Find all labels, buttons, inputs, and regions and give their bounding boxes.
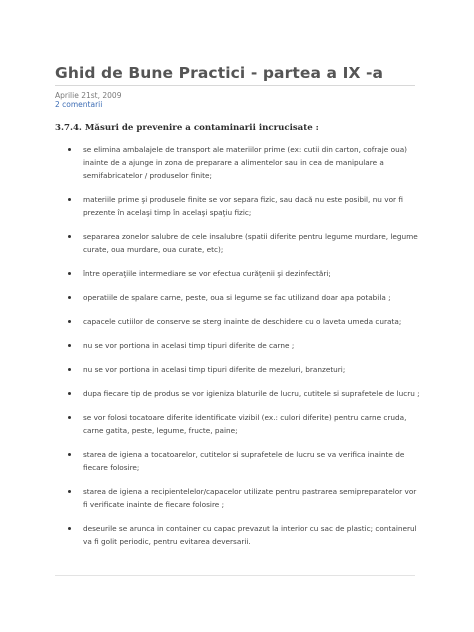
post-date: Aprilie 21st, 2009 <box>55 91 122 100</box>
list-item <box>55 230 420 256</box>
list-item <box>55 291 420 304</box>
comments-link[interactable]: 2 comentarii <box>55 100 103 109</box>
list-item <box>55 315 420 328</box>
bullet-icon <box>68 392 71 395</box>
list-item <box>55 193 420 219</box>
title-divider <box>55 85 415 86</box>
list-item <box>55 363 420 376</box>
list-item-text: capacele cutiilor de conserve se sterg inainte de deschidere cu o laveta umeda curata; <box>83 317 402 326</box>
list-item <box>55 411 420 437</box>
bullet-icon <box>68 527 71 530</box>
bullet-icon <box>68 453 71 456</box>
list-item <box>55 143 420 182</box>
bullet-icon <box>68 368 71 371</box>
list-item-text: materiile prime şi produsele finite se vor separa fizic, sau dacă nu este posibil, nu vor fi prezente în acelaşi timp în acelaşi spaţiu fizic; <box>83 195 403 217</box>
bullet-icon <box>68 198 71 201</box>
bullet-icon <box>68 148 71 151</box>
list-item-text: nu se vor portiona in acelasi timp tipuri diferite de mezeluri, branzeturi; <box>83 365 346 374</box>
bullet-icon <box>68 490 71 493</box>
bullet-icon <box>68 272 71 275</box>
list-item-text: separarea zonelor salubre de cele insalubre (spatii diferite pentru legume murdare, legume curate, oua murdare, oua curate, etc); <box>83 232 418 254</box>
list-item <box>55 485 420 511</box>
list-item-text: se vor folosi tocatoare diferite identificate vizibil (ex.: culori diferite) pentru carne cruda, carne gatita, peste, legume, fructe, paine; <box>83 413 407 435</box>
measures-list <box>55 143 420 559</box>
list-item-text: se elimina ambalajele de transport ale materiilor prime (ex: cutii din carton, cofraje oua) inainte de a ajunge in zona de preparare a alimentelor sau in cea de manipulare a semifabricatelor / produselor finite; <box>83 145 408 180</box>
list-item-text: nu se vor portiona in acelasi timp tipuri diferite de carne ; <box>83 341 295 350</box>
bullet-icon <box>68 344 71 347</box>
list-item <box>55 339 420 352</box>
list-item <box>55 522 420 548</box>
list-item <box>55 267 420 280</box>
list-item-text: între operaţiile intermediare se vor efectua curăţenii şi dezinfectări; <box>83 269 331 278</box>
list-item-text: dupa fiecare tip de produs se vor igieniza blaturile de lucru, cutitele si suprafetele de lucru ; <box>83 389 420 398</box>
bullet-icon <box>68 320 71 323</box>
list-item-text: deseurile se arunca in container cu capac prevazut la interior cu sac de plastic; containerul va fi golit periodic, pentru evitarea deversarii. <box>83 524 417 546</box>
post-title[interactable]: Ghid de Bune Practici - partea a IX -a <box>55 64 384 82</box>
bullet-icon <box>68 416 71 419</box>
section-heading: 3.7.4. Măsuri de prevenire a contaminarii incrucisate : <box>55 123 319 133</box>
list-item <box>55 387 420 400</box>
list-item <box>55 448 420 474</box>
content-divider <box>55 575 415 576</box>
list-item-text: starea de igiena a recipientelelor/capacelor utilizate pentru pastrarea semipreparatelor vor fi verificate inainte de fiecare folosire ; <box>83 487 417 509</box>
list-item-text: operatiile de spalare carne, peste, oua si legume se fac utilizand doar apa potabila ; <box>83 293 391 302</box>
list-item-text: starea de igiena a tocatoarelor, cutitelor si suprafetele de lucru se va verifica inainte de fiecare folosire; <box>83 450 405 472</box>
bullet-icon <box>68 296 71 299</box>
bullet-icon <box>68 235 71 238</box>
